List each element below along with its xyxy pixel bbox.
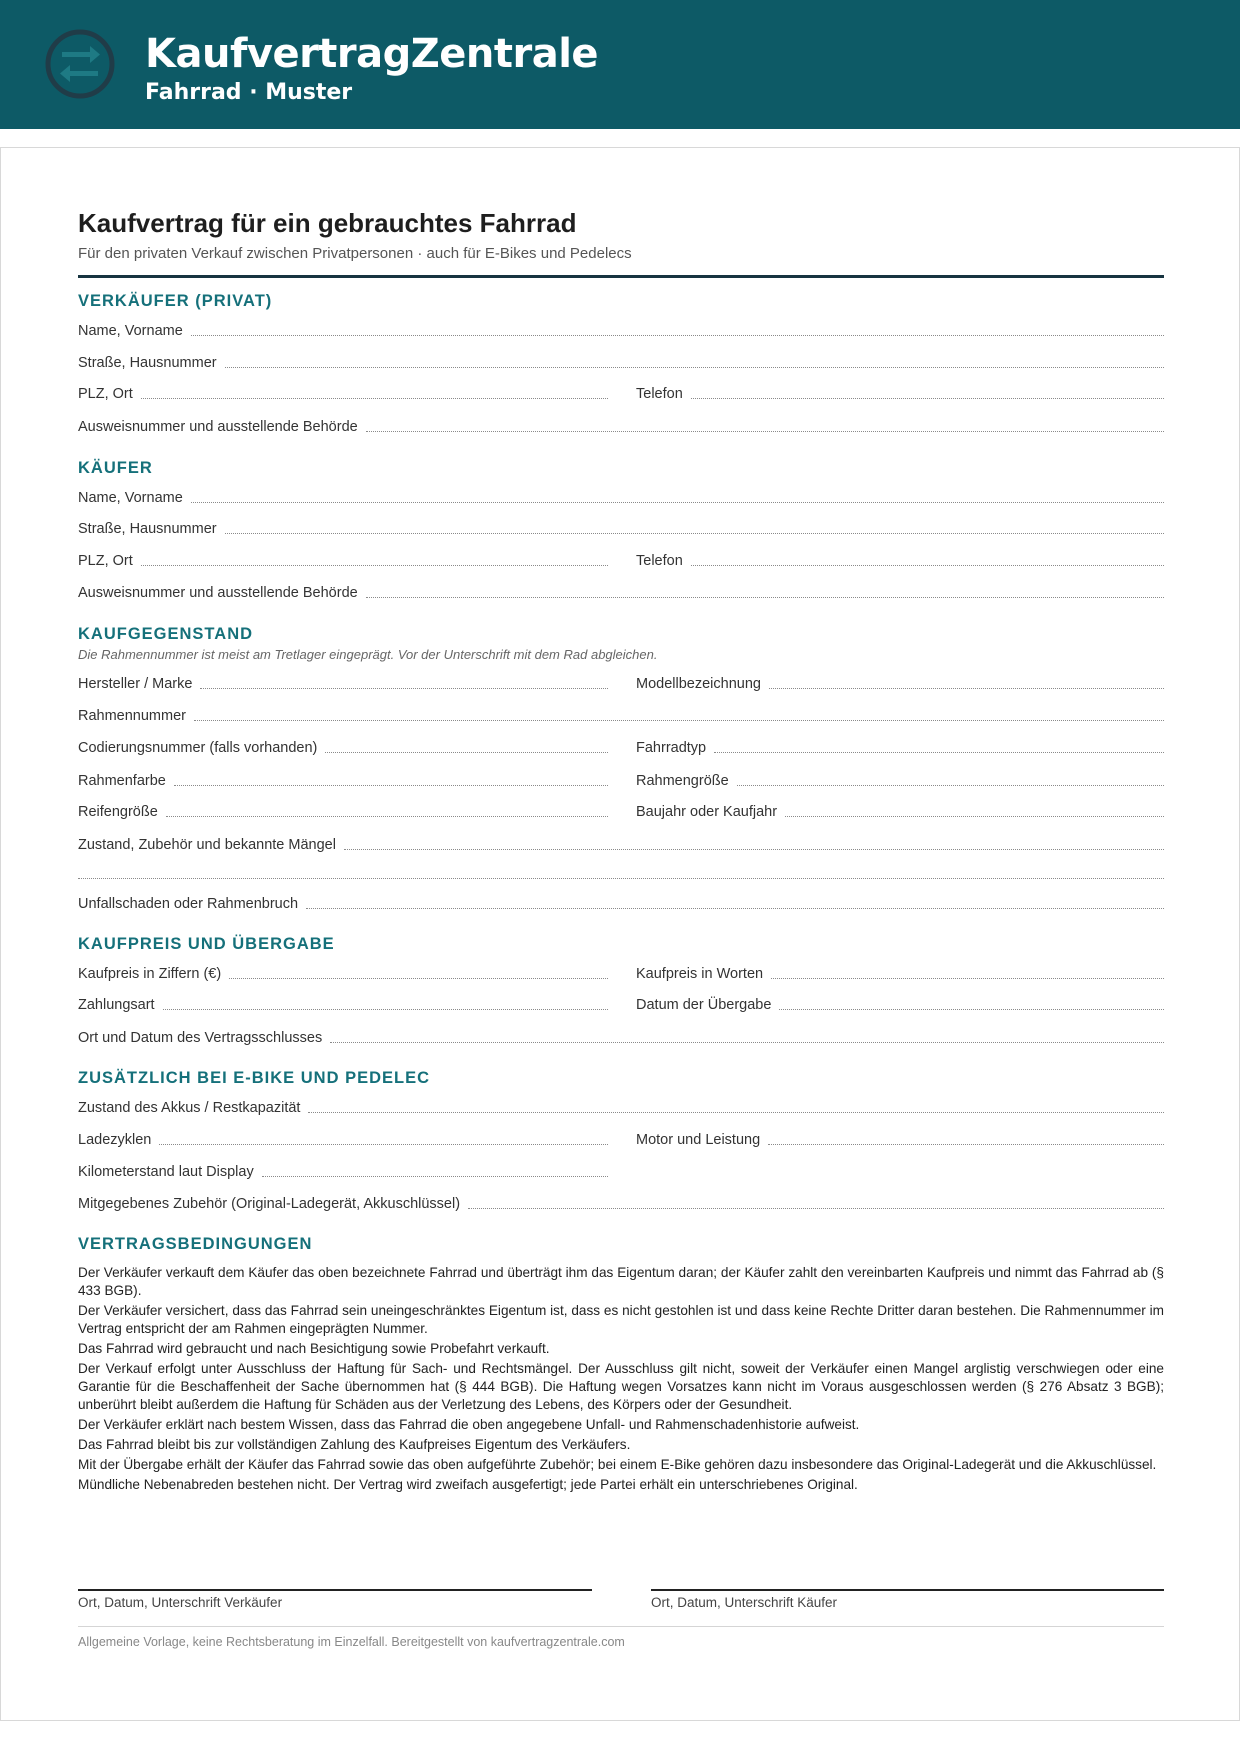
section-heading-terms: VERTRAGSBEDINGUNGEN <box>78 1235 313 1253</box>
condition-field[interactable] <box>78 834 1164 854</box>
fill-line <box>771 978 1164 979</box>
buyer-name-field[interactable] <box>78 487 1164 507</box>
fill-line <box>141 565 608 566</box>
seller-phone-field[interactable] <box>636 383 1164 403</box>
accessories-field[interactable] <box>78 1193 1164 1213</box>
fill-line <box>366 597 1164 598</box>
field-label: Kaufpreis in Ziffern (€) <box>78 966 222 982</box>
fill-line <box>330 1042 1164 1043</box>
manufacturer-field[interactable] <box>78 673 608 693</box>
fill-line <box>225 367 1164 368</box>
terms-paragraph: Der Verkauf erfolgt unter Ausschluss der Haftung für Sach- und Rechtsmängel. Der Ausschluss gilt nicht, soweit der Verkäufer einen Mangel arglistig verschwiegen oder eine Garantie für die Beschaffenheit der Sache übernommen hat (§ 444 BGB). Die Haftung wegen Vorsatzes kann nicht im Voraus ausgeschlossen werden (§ 276 Absatz 3 BGB); unberührt bleibt außerdem die Haftung für Schäden aus der Verletzung des Lebens, des Körpers oder der Gesundheit. <box>78 1361 1164 1412</box>
field-label: Kilometerstand laut Display <box>78 1164 254 1180</box>
footer-rule <box>78 1626 1164 1627</box>
buyer-id-field[interactable] <box>78 582 1164 602</box>
charge-cycles-field[interactable] <box>78 1129 608 1149</box>
terms-text <box>78 1264 1164 1496</box>
terms-paragraph: Mündliche Nebenabreden bestehen nicht. Der Vertrag wird zweifach ausgefertigt; jede Partei erhält ein unterschriebenes Original. <box>78 1477 858 1492</box>
buyer-phone-field[interactable] <box>636 550 1164 570</box>
seller-signature-label: Ort, Datum, Unterschrift Verkäufer <box>78 1595 283 1610</box>
seller-signature-line[interactable] <box>78 1589 592 1591</box>
year-field[interactable] <box>636 801 1164 821</box>
field-label: Rahmenfarbe <box>78 773 166 789</box>
footer-disclaimer: Allgemeine Vorlage, keine Rechtsberatung im Einzelfall. Bereitgestellt von kaufvertragzentrale.com <box>78 1635 625 1649</box>
fill-line <box>174 785 608 786</box>
fill-line <box>468 1208 1164 1209</box>
field-label: Zustand, Zubehör und bekannte Mängel <box>78 837 336 853</box>
model-field[interactable] <box>636 673 1164 693</box>
field-label: Straße, Hausnummer <box>78 521 217 537</box>
field-label: Zahlungsart <box>78 997 155 1013</box>
section-heading-object: KAUFGEGENSTAND <box>78 625 254 643</box>
payment-method-field[interactable] <box>78 994 608 1014</box>
price-digits-field[interactable] <box>78 963 608 983</box>
fill-line <box>306 908 1164 909</box>
frame-number-note: Die Rahmennummer ist meist am Tretlager eingeprägt. Vor der Unterschrift mit dem Rad abgleichen. <box>78 647 658 662</box>
terms-paragraph: Der Verkäufer erklärt nach bestem Wissen, dass das Fahrrad die oben angegebene Unfall- und Rahmenschadenhistorie aufweist. <box>78 1417 860 1432</box>
fill-line <box>769 688 1164 689</box>
fill-line <box>229 978 608 979</box>
section-heading-seller: VERKÄUFER (PRIVAT) <box>78 292 273 310</box>
mileage-field[interactable] <box>78 1161 608 1181</box>
seller-zip-city-field[interactable] <box>78 383 608 403</box>
field-label: Rahmengröße <box>636 773 729 789</box>
field-label: Ausweisnummer und ausstellende Behörde <box>78 585 358 601</box>
field-label: Rahmennummer <box>78 708 186 724</box>
section-heading-buyer: KÄUFER <box>78 459 153 477</box>
fill-line <box>191 502 1164 503</box>
field-label: Datum der Übergabe <box>636 997 772 1013</box>
fill-line <box>691 398 1164 399</box>
terms-paragraph: Der Verkäufer verkauft dem Käufer das oben bezeichnete Fahrrad und überträgt ihm das Eigentum daran; der Käufer zahlt den vereinbarten Kaufpreis und nimmt das Fahrrad ab (§ 433 BGB). <box>78 1265 1164 1298</box>
document-subtitle: Für den privaten Verkauf zwischen Privatpersonen · auch für E-Bikes und Pedelecs <box>78 245 632 262</box>
frame-number-field[interactable] <box>78 705 1164 725</box>
field-label: Straße, Hausnummer <box>78 355 217 371</box>
field-label: Reifengröße <box>78 804 158 820</box>
terms-paragraph: Das Fahrrad bleibt bis zur vollständigen Zahlung des Kaufpreises Eigentum des Verkäufers. <box>78 1437 631 1452</box>
field-label: Unfallschaden oder Rahmenbruch <box>78 896 299 912</box>
fill-line <box>200 688 608 689</box>
field-label: Hersteller / Marke <box>78 676 193 692</box>
fill-line <box>779 1009 1164 1010</box>
fill-line <box>768 1144 1164 1145</box>
fill-line <box>163 1009 608 1010</box>
fill-line <box>194 720 1164 721</box>
field-label: Codierungsnummer (falls vorhanden) <box>78 740 318 756</box>
fill-line <box>159 1144 608 1145</box>
fill-line <box>785 816 1164 817</box>
accident-field[interactable] <box>78 893 1164 913</box>
field-label: Name, Vorname <box>78 323 183 339</box>
brand-subtitle: Fahrrad · Muster <box>145 80 353 105</box>
frame-color-field[interactable] <box>78 770 608 790</box>
fill-line <box>262 1176 608 1177</box>
field-label: Zustand des Akkus / Restkapazität <box>78 1100 301 1116</box>
fill-line <box>191 335 1164 336</box>
coding-number-field[interactable] <box>78 737 608 757</box>
field-label: Name, Vorname <box>78 490 183 506</box>
field-label: Kaufpreis in Worten <box>636 966 764 982</box>
seller-name-field[interactable] <box>78 320 1164 340</box>
fill-line <box>714 752 1164 753</box>
fill-line <box>225 533 1164 534</box>
field-label: Modellbezeichnung <box>636 676 761 692</box>
fill-line <box>366 431 1164 432</box>
motor-field[interactable] <box>636 1129 1164 1149</box>
price-words-field[interactable] <box>636 963 1164 983</box>
buyer-street-field[interactable] <box>78 518 1164 538</box>
section-heading-ebike: ZUSÄTZLICH BEI E-BIKE UND PEDELEC <box>78 1069 431 1087</box>
field-label: Telefon <box>636 386 683 402</box>
field-label: Ort und Datum des Vertragsschlusses <box>78 1030 323 1046</box>
terms-paragraph: Mit der Übergabe erhält der Käufer das Fahrrad sowie das oben aufgeführte Zubehör; bei einem E-Bike gehören dazu insbesondere das Original-Ladegerät und die Akkuschlüssel. <box>78 1457 1157 1472</box>
exchange-arrows-icon <box>44 28 116 100</box>
field-label: Motor und Leistung <box>636 1132 761 1148</box>
brand-name: KaufvertragZentrale <box>145 31 599 77</box>
section-heading-price: KAUFPREIS UND ÜBERGABE <box>78 935 335 953</box>
tire-size-field[interactable] <box>78 801 608 821</box>
field-label: PLZ, Ort <box>78 386 133 402</box>
fill-line <box>141 398 608 399</box>
field-label: Ladezyklen <box>78 1132 152 1148</box>
document-title: Kaufvertrag für ein gebrauchtes Fahrrad <box>78 208 577 238</box>
field-label: Fahrradtyp <box>636 740 707 756</box>
condition-extra-line[interactable] <box>78 878 1164 879</box>
field-label: Baujahr oder Kaufjahr <box>636 804 778 820</box>
handover-date-field[interactable] <box>636 994 1164 1014</box>
place-date-field[interactable] <box>78 1027 1164 1047</box>
bike-type-field[interactable] <box>636 737 1164 757</box>
header-banner <box>0 0 1240 129</box>
field-label: Ausweisnummer und ausstellende Behörde <box>78 419 358 435</box>
fill-line <box>737 785 1164 786</box>
fill-line <box>166 816 608 817</box>
fill-line <box>344 849 1164 850</box>
buyer-zip-city-field[interactable] <box>78 550 608 570</box>
terms-paragraph: Der Verkäufer versichert, dass das Fahrrad sein uneingeschränktes Eigentum ist, dass es nicht gestohlen ist und dass keine Rechte Dritter daran bestehen. Die Rahmennummer im Vertrag entspricht der am Rahmen eingeprägten Nummer. <box>78 1303 1164 1336</box>
seller-street-field[interactable] <box>78 352 1164 372</box>
fill-line <box>325 752 608 753</box>
frame-size-field[interactable] <box>636 770 1164 790</box>
terms-paragraph: Das Fahrrad wird gebraucht und nach Besichtigung sowie Probefahrt verkauft. <box>78 1341 550 1356</box>
fill-line <box>691 565 1164 566</box>
battery-field[interactable] <box>78 1097 1164 1117</box>
field-label: Mitgegebenes Zubehör (Original-Ladegerät, Akkuschlüssel) <box>78 1196 461 1212</box>
field-label: PLZ, Ort <box>78 553 133 569</box>
title-rule <box>78 275 1164 278</box>
buyer-signature-line[interactable] <box>651 1589 1164 1591</box>
field-label: Telefon <box>636 553 683 569</box>
buyer-signature-label: Ort, Datum, Unterschrift Käufer <box>651 1595 838 1610</box>
fill-line <box>308 1112 1164 1113</box>
seller-id-field[interactable] <box>78 416 1164 436</box>
